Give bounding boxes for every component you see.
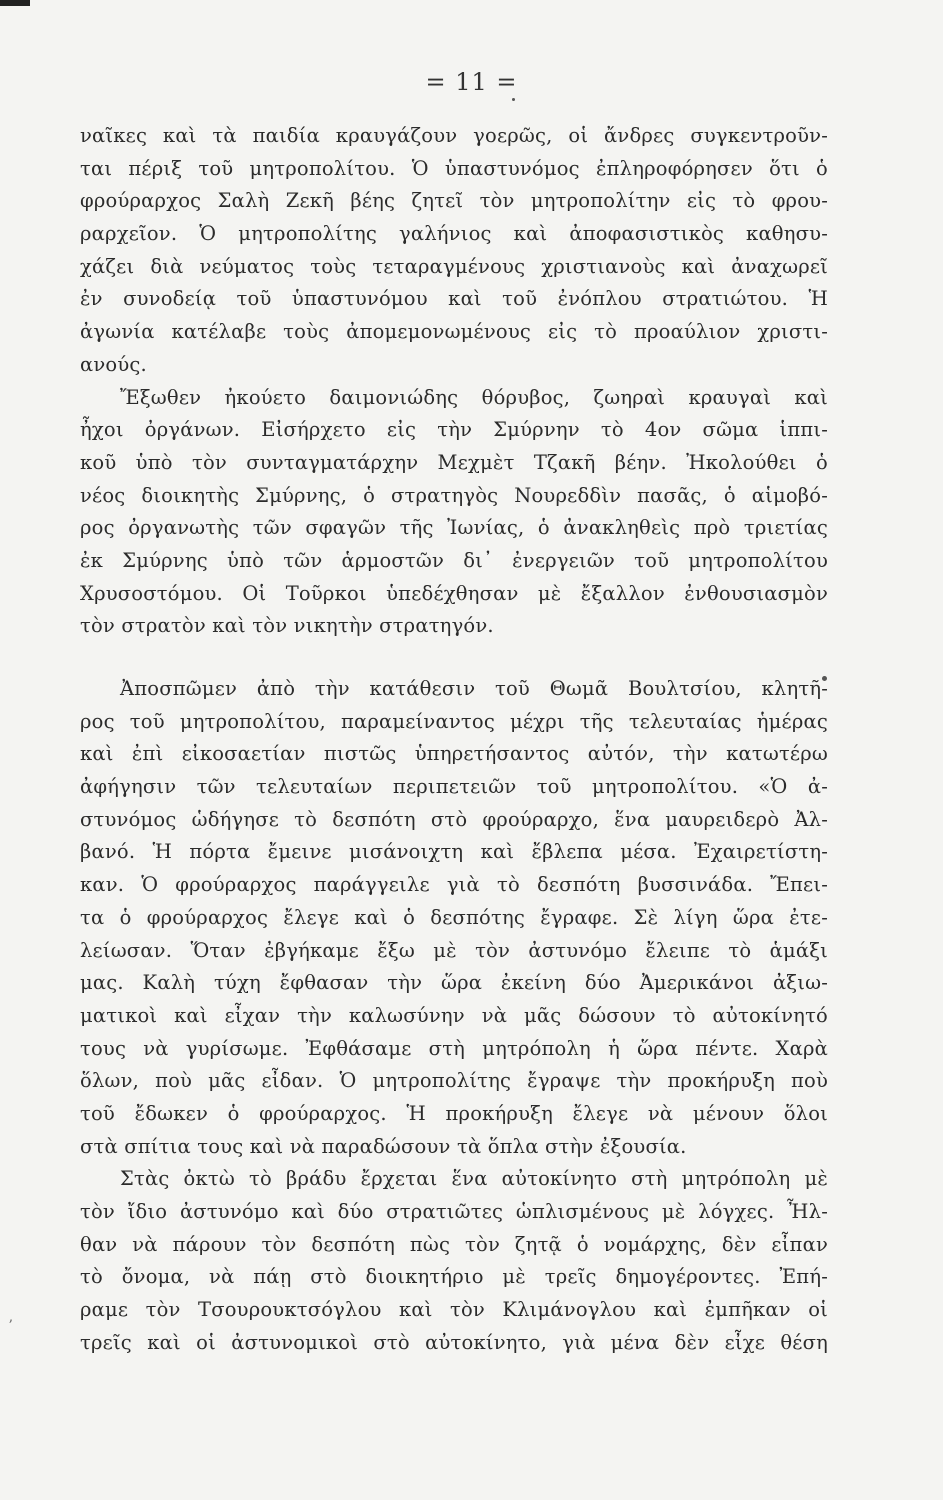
text-line: στὰ σπίτια τους καὶ νὰ παραδώσουν τὰ ὅπλα στὴν ἐξουσία. [80,1134,687,1158]
text-line: Ἀποσπῶμεν ἀπὸ τὴν κατάθεσιν τοῦ Θωμᾶ Βουλτσίου, κλητῆ- [120,677,828,700]
text-line: καν. Ὁ φρούραρχος παράγγειλε γιὰ τὸ δεσπότη βυσσινάδα. Ἔπει- [80,873,828,897]
text-line: νέος διοικητὴς Σμύρνης, ὁ στρατηγὸς Νουρεδδὶν πασᾶς, ὁ αἱμοβό- [80,483,828,507]
text-line: ὅλων, ποὺ μᾶς εἶδαν. Ὁ μητροπολίτης ἔγραψε τὴν προκήρυξη ποὺ [80,1069,828,1093]
text-line: φρούραρχος Σαλὴ Ζεκῆ βέης ζητεῖ τὸν μητροπολίτην εἰς τὸ φρου- [80,189,828,213]
text-line: ται πέριξ τοῦ μητροπολίτου. Ὁ ὑπαστυνόμος ἐπληροφόρησεν ὅτι ὁ [80,156,828,180]
text-line: τα ὁ φρούραρχος ἔλεγε καὶ ὁ δεσπότης ἔγραφε. Σὲ λίγη ὥρα ἐτε- [80,905,828,929]
scan-edge-mark [0,0,30,6]
paragraph [80,382,828,644]
text-line: ρος ὀργανωτὴς τῶν σφαγῶν τῆς Ἰωνίας, ὁ ἀνακληθεὶς πρὸ τριετίας [80,516,828,540]
text-line: λείωσαν. Ὅταν ἐβγήκαμε ἔξω μὲ τὸν ἀστυνόμο ἔλειπε τὸ ἁμάξι [80,938,828,962]
text-line: Ἔξωθεν ἠκούετο δαιμονιώδης θόρυβος, ζωηραὶ κραυγαὶ καὶ [120,385,828,409]
text-line: μας. Καλὴ τύχη ἔφθασαν τὴν ὥρα ἐκείνη δύο Ἀμερικάνοι ἀξιω- [80,971,828,995]
text-line: τους νὰ γυρίσωμε. Ἐφθάσαμε στὴ μητρόπολη ἡ ὥρα πέντε. Χαρὰ [80,1036,828,1060]
text-line: καὶ ἐπὶ εἰκοσαετίαν πιστῶς ὑπηρετήσαντος αὐτόν, τὴν κατωτέρω [80,742,828,766]
text-line: χάζει διὰ νεύματος τοὺς τεταραγμένους χριστιανοὺς καὶ ἀναχωρεῖ [80,254,828,278]
text-line: κοῦ ὑπὸ τὸν συνταγματάρχην Μεχμὲτ Τζακῆ βέην. Ἠκολούθει ὁ [80,450,828,474]
paragraph [80,120,828,382]
text-line: Στὰς ὀκτὼ τὸ βράδυ ἔρχεται ἕνα αὐτοκίνητο στὴ μητρόπολη μὲ [120,1167,828,1191]
text-line: τοῦ ἔδωκεν ὁ φρούραρχος. Ἡ προκήρυξη ἔλεγε νὰ μένουν ὅλοι [80,1101,828,1125]
text-line: ἀφήγησιν τῶν τελευταίων περιπετειῶν τοῦ μητροπολίτου. «Ὁ ἀ- [80,775,828,799]
text-line: θαν νὰ πάρουν τὸν δεσπότη πὼς τὸν ζητᾷ ὁ νομάρχης, δὲν εἶπαν [80,1232,828,1256]
text-line: ραμε τὸν Τσουρουκτσόγλου καὶ τὸν Κλιμάνογλου καὶ ἐμπῆκαν οἱ [80,1298,828,1322]
text-line: ἐν συνοδείᾳ τοῦ ὑπαστυνόμου καὶ τοῦ ἐνόπλου στρατιώτου. Ἡ [80,287,828,311]
text-line: τὸ ὄνομα, νὰ πάῃ στὸ διοικητήριο μὲ τρεῖς δημογέροντες. Ἐπή- [80,1265,828,1289]
text-line: ανούς. [80,352,147,376]
text-line: ρος τοῦ μητροπολίτου, παραμείναντος μέχρι τῆς τελευταίας ἡμέρας [80,709,828,733]
text-line: ἦχοι ὀργάνων. Εἰσήρχετο εἰς τὴν Σμύρνην τὸ 4ον σῶμα ἱππι- [80,418,828,442]
text-line: τὸν στρατὸν καὶ τὸν νικητὴν στρατηγόν. [80,614,494,638]
text-line: βανό. Ἡ πόρτα ἔμεινε μισάνοιχτη καὶ ἔβλεπα μέσα. Ἐχαιρετίστη- [80,840,828,864]
paragraph [80,1163,828,1359]
paragraph-gap [80,643,828,673]
ink-speck [512,98,515,101]
margin-mark: ʼ [8,1318,13,1334]
text-line: ἀγωνία κατέλαβε τοὺς ἀπομεμονωμένους εἰς τὸ προαύλιον χριστι- [80,320,828,344]
text-line: τὸν ἴδιο ἀστυνόμο καὶ δύο στρατιῶτες ὡπλισμένους μὲ λόγχες. Ἦλ- [80,1200,828,1223]
page-number: = 11 = [425,68,518,96]
text-line: ἐκ Σμύρνης ὑπὸ τῶν ἁρμοστῶν δι᾽ ἐνεργειῶν τοῦ μητροπολίτου [80,548,828,572]
text-line: τρεῖς καὶ οἱ ἀστυνομικοὶ στὸ αὐτοκίνητο, γιὰ μένα δὲν εἶχε θέση [80,1330,828,1354]
text-line: ναῖκες καὶ τὰ παιδία κραυγάζουν γοερῶς, οἱ ἄνδρες συγκεντροῦν- [80,124,828,147]
text-line: ραρχεῖον. Ὁ μητροπολίτης γαλήνιος καὶ ἀποφασιστικὸς καθησυ- [80,222,828,246]
text-line: στυνόμος ὡδήγησε τὸ δεσπότη στὸ φρούραρχο, ἕνα μαυρειδερὸ Ἀλ- [80,807,828,831]
text-line: Χρυσοστόμου. Οἱ Τοῦρκοι ὑπεδέχθησαν μὲ ἔξαλλον ἐνθουσιασμὸν [80,581,828,605]
text-line: ματικοὶ καὶ εἶχαν τὴν καλωσύνην νὰ μᾶς δώσουν τὸ αὐτοκίνητό [80,1003,828,1027]
paragraph [80,673,828,1163]
body-text [80,120,828,1359]
